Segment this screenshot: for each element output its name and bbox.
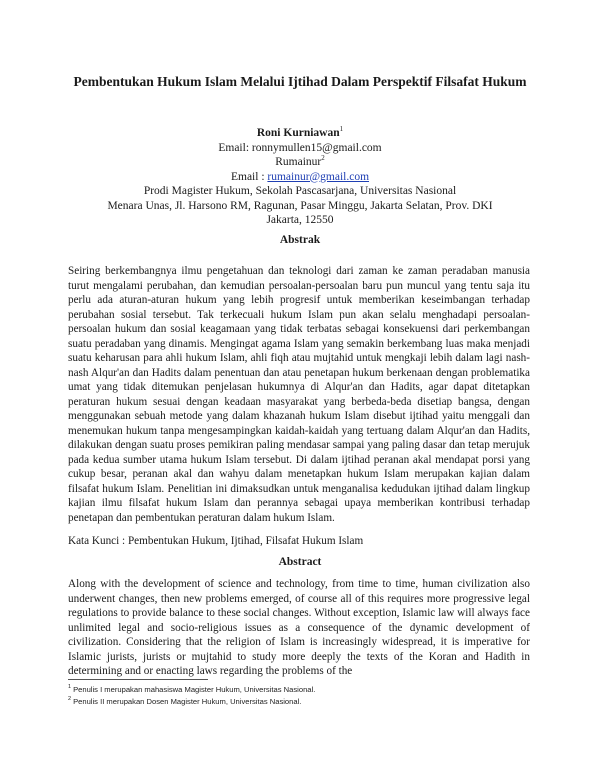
author-block <box>70 126 530 228</box>
abstrak-body: Seiring berkembangnya ilmu pengetahuan dan teknologi dari zaman ke zaman peradaban manusia turut mengalami perubahan, dan kemudian persoalan-persoalan baru pun muncul yang tentu saja itu perlu ada aturan-aturan hukum yang lebih progresif untuk memberikan keseimbangan terhadap perubahan sosial tersebut. Tak terkecuali hukum Islam pun akan selalu menghadapi persoalan-persoalan hukum dan sosial keagamaan yang tidak terbatas sebagai konsekuensi dari perkembangan suatu peradaban yang dinamis. Mengingat agama Islam yang semakin berkembang luas maka menjadi suatu keharusan para ahli hukum Islam, ahli fiqh atau mujtahid untuk mengkaji lebih dalam lagi nash-nash Alqur'an dan Hadits dalam penentuan dan atau penetapan hukum berkenaan dengan problematika umat yang tidak ditemukan penjelasan hukumnya di Alqur'an dan Hadits, agar dapat ditetapkan peraturan hukum sesuai dengan keadaan masyarakat yang berbeda-beda disetiap bangsa, dengan menggunakan sebuah metode yang dalam khazanah hukum Islam disebut ijtihad yaitu menggali dan menemukan hukum tanpa mengesampingkan kaidah-kaidah yang tertuang dalam Alqur'an dan Hadits, dilakukan dengan suatu proses pemikiran paling mendasar sampai yang paling dasar dan tetap merujuk pada kedua sumber utama hukum Islam tersebut. Di dalam ijtihad peranan akal mendapat porsi yang cukup besar, peranan akal dan wahyu dalam menetapkan hukum Islam merupakan kajian dalam filsafat hukum Islam. Penelitian ini dimaksudkan untuk menganalisa kedudukan ijtihad dalam lingkup kajian ilmu filsafat hukum Islam dan perannya sebagai upaya memberikan kontribusi terhadap penetapan dan pembentukan peraturan dalam hukum Islam. <box>68 265 530 524</box>
author-2-name: Rumainur <box>275 156 322 168</box>
abstrak-heading: Abstrak <box>279 234 321 246</box>
footnotes <box>68 684 530 708</box>
footnote-1-text: Penulis I merupakan mahasiswa Magister Hukum, Universitas Nasional. <box>73 685 316 694</box>
footnote-1-mark: 1 <box>68 684 72 691</box>
keywords: Kata Kunci : Pembentukan Hukum, Ijtihad, Filsafat Hukum Islam <box>68 535 364 547</box>
abstract-body: Along with the development of science and technology, from time to time, human civilization also underwent changes, then new problems emerged, of course all of this requires more progressive legal regulations to provide balance to these social changes. Without exception, Islamic law will always face unlimited legal and socio-religious issues as a consequence of the dynamic development of civilization. Considering that the religion of Islam is increasingly widespread, it is imperative for Islamic jurists, jurists or mujtahid to study more deeply the texts of the Koran and Hadith in determining and or enacting laws regarding the problems of the <box>68 578 530 677</box>
author-1 <box>70 126 530 141</box>
affiliation: Prodi Magister Hukum, Sekolah Pascasarjana, Universitas Nasional <box>143 185 457 197</box>
paper-title: Pembentukan Hukum Islam Melalui Ijtihad Dalam Perspektif Filsafat Hukum <box>73 74 527 89</box>
author-2-email-line <box>70 170 530 185</box>
author-2 <box>70 155 530 170</box>
address-line-1: Menara Unas, Jl. Harsono RM, Ragunan, Pasar Minggu, Jakarta Selatan, Prov. DKI <box>107 199 493 212</box>
author-2-email-link[interactable]: rumainur@gmail.com <box>267 170 370 183</box>
footnote-divider <box>68 679 208 680</box>
footnote-2-text: Penulis II merupakan Dosen Magister Hukum, Universitas Nasional. <box>73 697 302 706</box>
author-1-email: Email: ronnymullen15@gmail.com <box>218 141 382 154</box>
footnote-1 <box>68 684 530 696</box>
footnote-2 <box>68 696 530 708</box>
author-2-email-label: Email : <box>230 170 268 183</box>
address-line-2: Jakarta, 12550 <box>266 214 334 226</box>
author-2-footnote-mark: 2 <box>321 154 325 163</box>
author-1-footnote-mark: 1 <box>339 125 344 134</box>
footnote-2-mark: 2 <box>68 696 72 703</box>
author-1-name: Roni Kurniawan <box>256 127 340 139</box>
abstract-heading: Abstract <box>278 556 322 568</box>
